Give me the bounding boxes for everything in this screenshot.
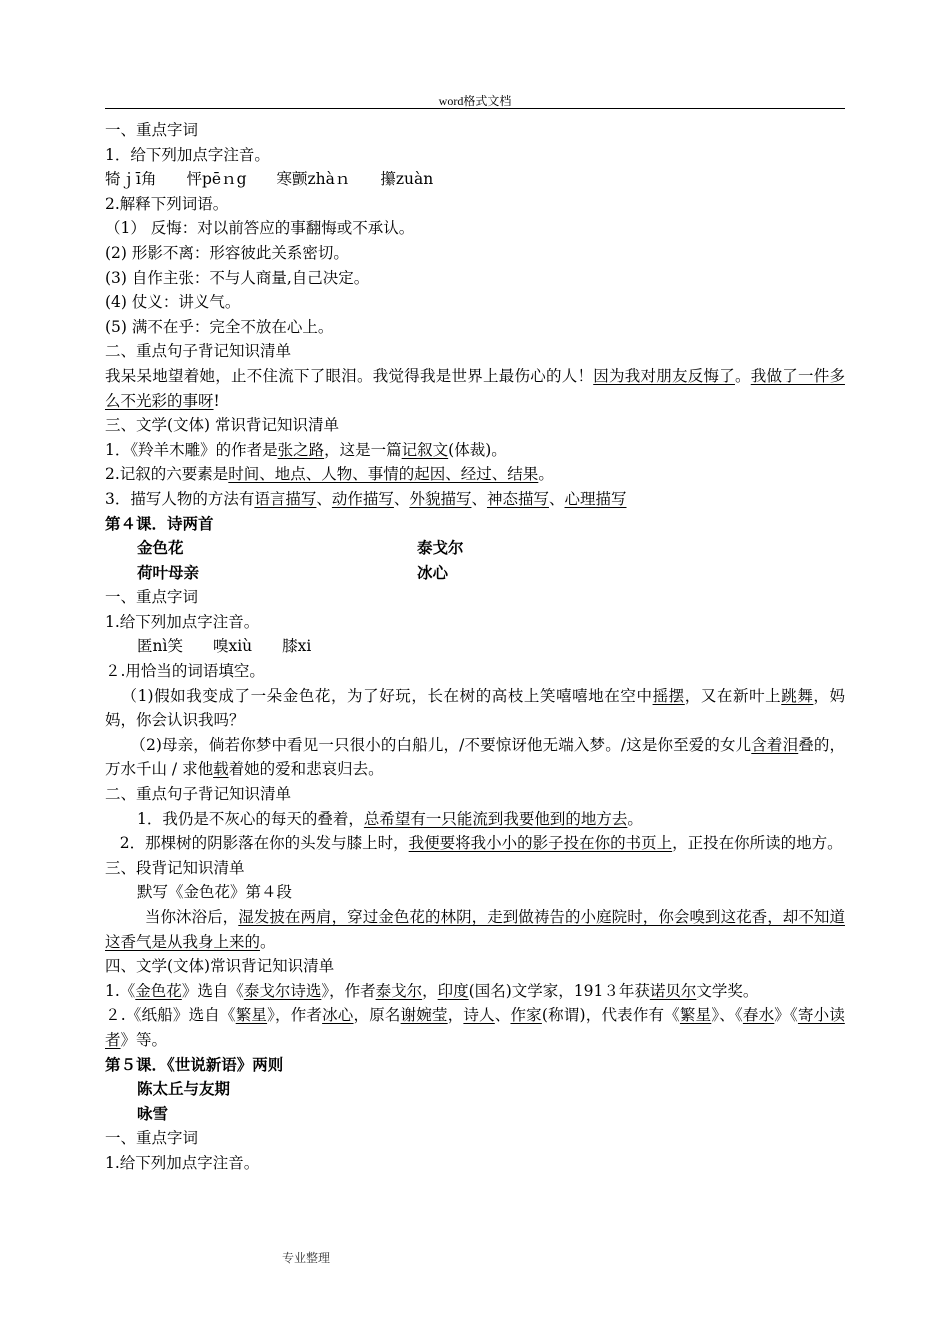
section-heading: 二、重点句子背记知识清单 — [105, 785, 292, 804]
fact-line: 1．《羚羊木雕》的作者是张之路，这是一篇记叙文(体裁)。 — [105, 440, 507, 459]
poem-row: 荷叶母亲 冰心 — [137, 562, 449, 582]
definition: (5) 满不在乎：完全不放在心上。 — [105, 317, 334, 336]
fact-line: 1．我仍是不灰心的每天的叠着，总希望有一只能流到我要他到的地方去。 — [137, 809, 643, 828]
pinyin-item: 嗅xiù — [212, 637, 253, 656]
question: 1.给下列加点字注音。 — [105, 1153, 260, 1172]
paragraph: 2．那棵树的阴影落在你的头发与膝上时，我便要将我小小的影子投在你的书页上，正投在你所读的地方。 — [119, 834, 843, 853]
pinyin-item: 膝xi — [282, 637, 312, 656]
section-heading: 一、重点字词 — [105, 1129, 199, 1148]
definition: （1） 反悔：对以前答应的事翻悔或不承认。 — [105, 219, 415, 238]
fact-line: 默写《金色花》第４段 — [137, 883, 293, 902]
pinyin-row — [105, 634, 845, 659]
paragraph: 我呆呆地望着她，止不住流下了眼泪。我觉得我是世界上最伤心的人！因为我对朋友反悔了。我做了一件多么不光彩的事呀! — [105, 366, 845, 410]
section-heading: 一、重点字词 — [105, 121, 199, 139]
section-heading: 三、段背记知识清单 — [105, 858, 245, 877]
question: 2.解释下列词语。 — [105, 194, 229, 213]
section-heading: 二、重点句子背记知识清单 — [105, 342, 292, 361]
lesson-title: 第４课．诗两首 — [105, 513, 214, 533]
header-rule — [105, 108, 845, 109]
definition: (3) 自作主张：不与人商量,自己决定。 — [105, 268, 370, 287]
pinyin-item: 匿nì笑 — [137, 637, 183, 656]
section-heading: 四、文学(文体)常识背记知识清单 — [105, 957, 335, 976]
paragraph: （1)假如我变成了一朵金色花，为了好玩，长在树的高枝上笑嘻嘻地在空中摇摆，又在新叶上跳舞，妈妈，你会认识我吗？ — [105, 686, 845, 730]
lesson-title: 第５课．《世说新语》两则 — [105, 1054, 284, 1074]
question: ２.用恰当的词语填空。 — [105, 662, 265, 681]
paragraph: 当你沐浴后，湿发披在两肩，穿过金色花的林阴，走到做祷告的小庭院时，你会嗅到这花香，却不知道这香气是从我身上来的。 — [105, 908, 845, 951]
pinyin-item: 寒颤zhàｎ — [276, 170, 351, 189]
pinyin-item: 攥zuàn — [380, 170, 434, 189]
pinyin-row — [105, 167, 845, 192]
text-title: 陈太丘与友期 — [137, 1079, 231, 1099]
fact-line: 3．描写人物的方法有语言描写、动作描写、外貌描写、神态描写、心理描写 — [105, 489, 627, 508]
definition: (4) 仗义：讲义气。 — [105, 293, 241, 312]
question: 1.给下列加点字注音。 — [105, 612, 260, 631]
page-header: word格式文档 — [438, 94, 512, 108]
page-footer: 专业整理 — [282, 1251, 331, 1265]
paragraph: （2)母亲，倘若你梦中看见一只很小的白船儿，/不要惊讶他无端入梦。/这是你至爱的女儿含着泪叠的，万水千山 / 求他载着她的爱和悲哀归去。 — [105, 735, 845, 779]
pinyin-item: 怦pēｎg — [186, 170, 247, 189]
document-body — [105, 118, 845, 1176]
text-title: 咏雪 — [137, 1103, 169, 1123]
poem-row: 金色花 泰戈尔 — [137, 538, 464, 558]
fact-line: 2.记叙的六要素是时间、地点、人物、事情的起因、经过、结果。 — [105, 465, 554, 484]
definition: (2) 形影不离：形容彼此关系密切。 — [105, 243, 349, 262]
question: 1．给下列加点字注音。 — [105, 145, 270, 164]
paragraph: ２.《纸船》选自《繁星》，作者冰心，原名谢婉莹，诗人、作家(称谓)，代表作有《繁星》、《春水》《寄小读者》等。 — [105, 1006, 845, 1049]
pinyin-item: 犄ｊī角 — [105, 170, 157, 189]
paragraph: 1.《金色花》选自《泰戈尔诗选》，作者泰戈尔，印度(国名)文学家，191３年获诺贝尔文学奖。 — [105, 981, 759, 1000]
section-heading: 一、重点字词 — [105, 588, 199, 607]
section-heading: 三、文学(文体) 常识背记知识清单 — [105, 416, 340, 435]
